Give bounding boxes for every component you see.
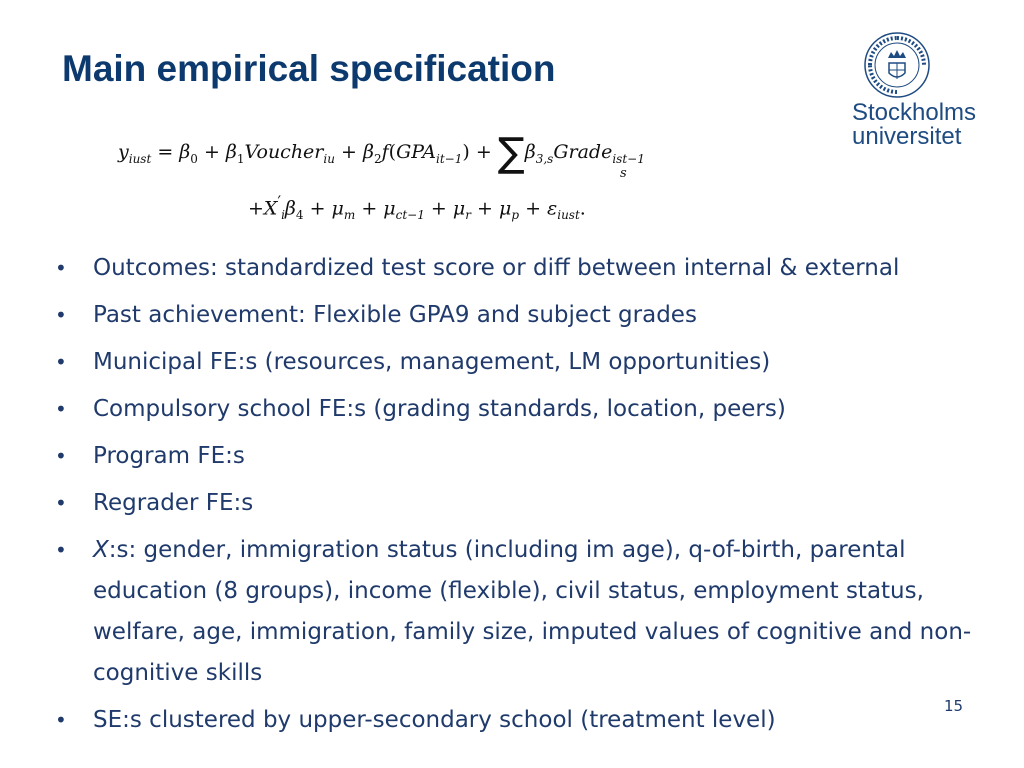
bullet-dot: •: [55, 397, 67, 421]
summation-index: s: [620, 166, 627, 181]
bullet-item: • Program FE:s: [55, 436, 1005, 477]
bullet-dot: •: [55, 350, 67, 374]
bullet-item: • Compulsory school FE:s (grading standards, location, peers): [55, 389, 1005, 430]
summation-symbol: ∑: [497, 130, 525, 176]
bullet-item: • SE:s clustered by upper-secondary school (treatment level): [55, 700, 1005, 741]
bullet-dot: •: [55, 303, 67, 327]
bullet-dot: •: [55, 708, 67, 732]
university-seal-icon: [862, 30, 932, 100]
slide-number: 15: [944, 697, 964, 715]
logo-line-1: Stockholms: [852, 99, 977, 126]
bullet-dot: •: [55, 256, 67, 280]
bullet-list: [55, 248, 1005, 747]
bullet-dot: •: [55, 444, 67, 468]
university-logo: [852, 30, 992, 148]
bullet-item-covariates: • X:s: gender, immigration status (including im age), q-of-birth, parental education (8 groups), income (flexible), civil status, employment status, welfare, age, immigration, family size, imputed values of cognitive and non-cognitive skills: [55, 530, 1005, 694]
bullet-item: • Outcomes: standardized test score or diff between internal & external: [55, 248, 1005, 289]
equation-line-1: $y_{iust} = \beta_0$ + $\beta_1Voucher_{iu} + \beta_2f(GPA_{it-1})$ + $\sum\beta_{3,s}Grade_{ist-1}$: [118, 130, 645, 176]
bullet-item: • Municipal FE:s (resources, management, LM opportunities): [55, 342, 1005, 383]
bullet-item: • Past achievement: Flexible GPA9 and subject grades: [55, 295, 1005, 336]
equation-line-2: $+X'_i\beta_4 + \mu_m + \mu_{ct-1} + \mu_r + \mu_p + \varepsilon_{iust}$.: [248, 192, 586, 223]
bullet-dot: •: [55, 538, 67, 562]
bullet-dot: •: [55, 491, 67, 515]
logo-line-2: universitet: [852, 123, 962, 150]
slide-title: Main empirical specification: [62, 48, 556, 89]
bullet-item: • Regrader FE:s: [55, 483, 1005, 524]
